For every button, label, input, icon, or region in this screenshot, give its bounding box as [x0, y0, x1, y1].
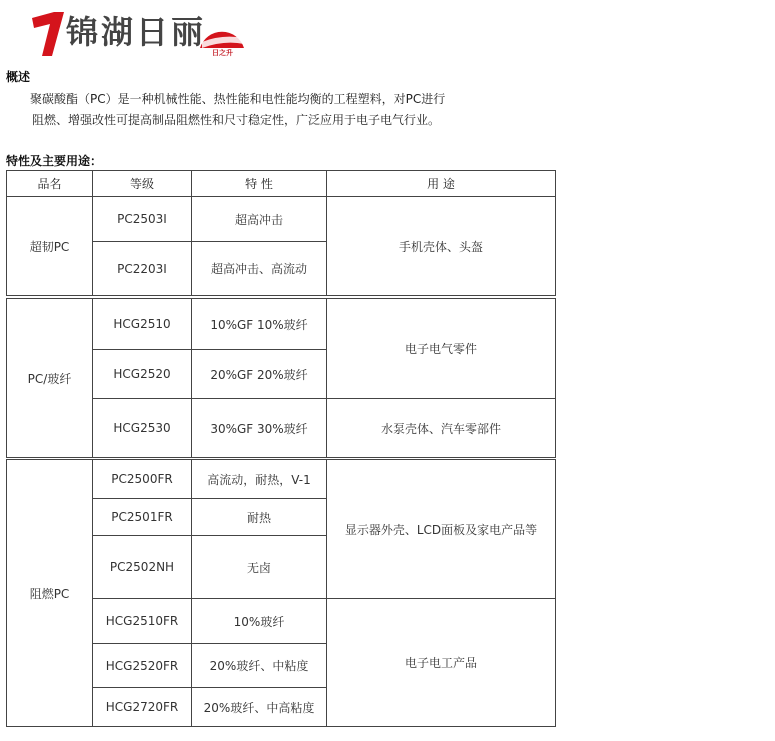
overview-line-2: 阻燃、增强改性可提高制品阻燃性和尺寸稳定性，广泛应用于电子电气行业。	[32, 113, 441, 127]
group-name-cell: 超韧PC	[6, 196, 93, 296]
brand-logo	[30, 8, 245, 60]
grade-cell: PC2503I	[92, 196, 192, 242]
grade-cell: HCG2510FR	[92, 598, 192, 644]
grade-cell: HCG2520FR	[92, 643, 192, 688]
property-cell: 10%玻纤	[191, 598, 327, 644]
grade-cell: HCG2530	[92, 398, 192, 458]
property-cell: 无卤	[191, 535, 327, 599]
property-cell: 超高冲击、高流动	[191, 241, 327, 296]
property-cell: 耐热	[191, 498, 327, 536]
overview-line-1: 聚碳酸酯（PC）是一种机械性能、热性能和电性能均衡的工程塑料，对PC进行	[30, 92, 446, 106]
grade-cell: PC2203I	[92, 241, 192, 296]
brand-tagline: 日之升	[212, 49, 233, 57]
grade-cell: PC2502NH	[92, 535, 192, 599]
use-cell: 手机壳体、头盔	[326, 196, 556, 296]
header-use: 用 途	[326, 170, 556, 197]
brand-name: 锦湖日丽	[66, 13, 207, 51]
grade-cell: HCG2720FR	[92, 687, 192, 727]
property-cell: 超高冲击	[191, 196, 327, 242]
property-cell: 20%GF 20%玻纤	[191, 349, 327, 399]
header-product-name: 品名	[6, 170, 93, 197]
property-cell: 10%GF 10%玻纤	[191, 298, 327, 350]
grade-cell: PC2501FR	[92, 498, 192, 536]
use-cell: 水泵壳体、汽车零部件	[326, 398, 556, 458]
property-cell: 20%玻纤、中粘度	[191, 643, 327, 688]
group-name-cell: PC/玻纤	[6, 298, 93, 458]
property-cell: 高流动，耐热，V-1	[191, 459, 327, 499]
product-table	[6, 170, 556, 727]
grade-cell: HCG2510	[92, 298, 192, 350]
header-property: 特 性	[191, 170, 327, 197]
overview-heading: 概述	[6, 70, 31, 84]
use-cell: 电子电气零件	[326, 298, 556, 399]
header-grade: 等级	[92, 170, 192, 197]
features-heading: 特性及主要用途：	[6, 154, 103, 168]
grade-cell: HCG2520	[92, 349, 192, 399]
use-cell: 电子电工产品	[326, 598, 556, 727]
property-cell: 20%玻纤、中高粘度	[191, 687, 327, 727]
grade-cell: PC2500FR	[92, 459, 192, 499]
property-cell: 30%GF 30%玻纤	[191, 398, 327, 458]
group-name-cell: 阻燃PC	[6, 459, 93, 727]
use-cell: 显示器外壳、LCD面板及家电产品等	[326, 459, 556, 599]
